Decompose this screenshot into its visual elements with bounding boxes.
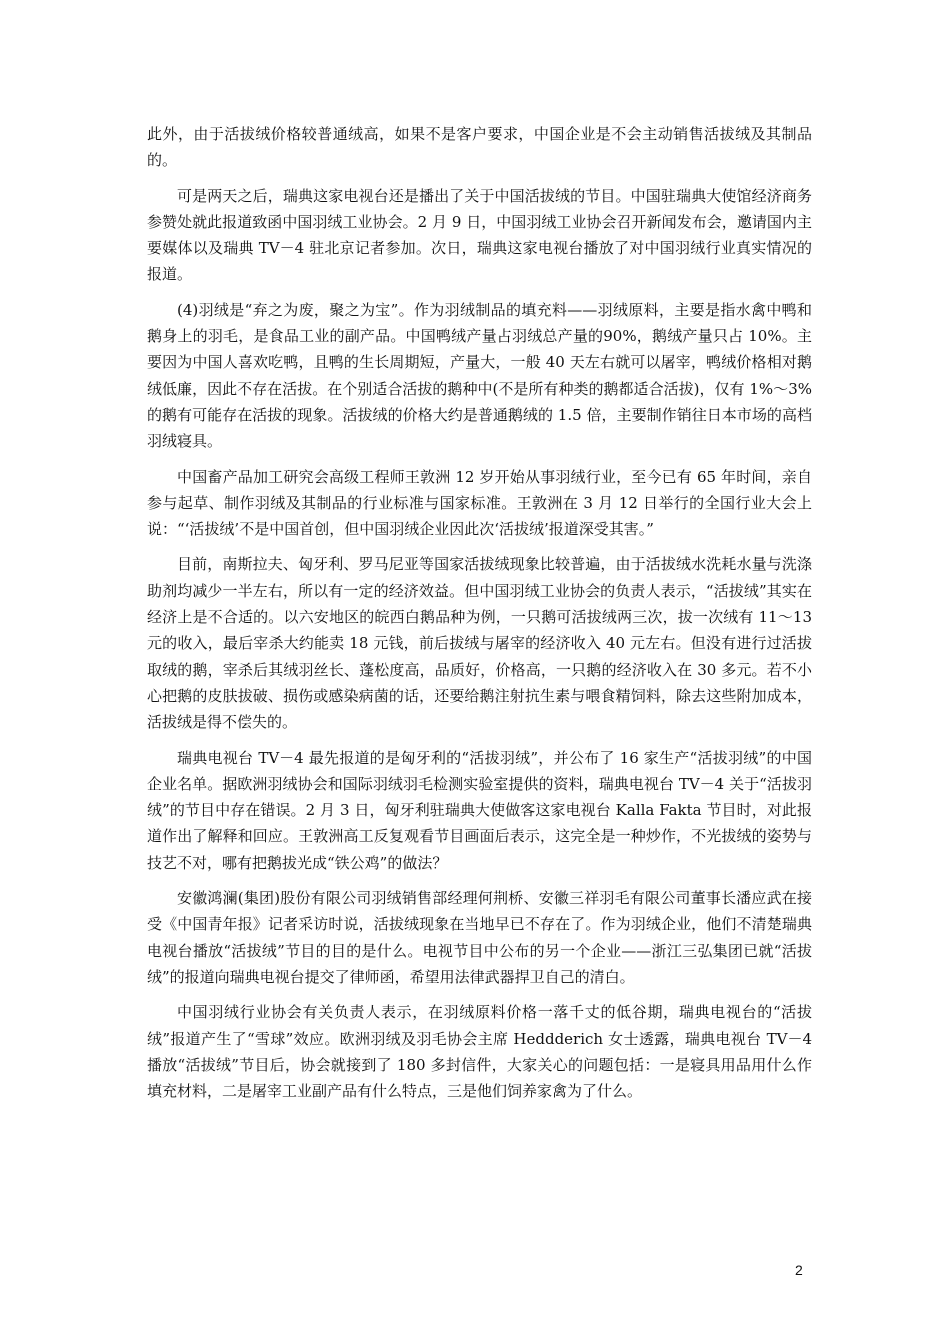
paragraph-7: 安徽鸿澜(集团)股份有限公司羽绒销售部经理何荆桥、安徽三祥羽毛有限公司董事长潘应武在接受《中国青年报》记者采访时说，活拔绒现象在当地早已不存在了。作为羽绒企业，他们不清楚瑞典电视台播放“活拔绒”节目的目的是什么。电视节目中公布的另一个企业——浙江三弘集团已就“活拔绒”的报道向瑞典电视台提交了律师函，希望用法律武器捍卫自己的清白。: [147, 889, 812, 986]
paragraph-6: 瑞典电视台 TV－4 最先报道的是匈牙利的“活拔羽绒”，并公布了 16 家生产“活拔羽绒”的中国企业名单。据欧洲羽绒协会和国际羽绒羽毛检测实验室提供的资料，瑞典电视台 TV－4 关于“活拔羽绒”的节目中存在错误。2 月 3 日，匈牙利驻瑞典大使做客这家电视台 Kalla Fakta 节目时，对此报道作出了解释和回应。王敦洲高工反复观看节目画面后表示，这完全是一种炒作，不光拔绒的姿势与技艺不对，哪有把鹅拔光成“铁公鸡”的做法？: [147, 748, 812, 872]
paragraph-2: 可是两天之后，瑞典这家电视台还是播出了关于中国活拔绒的节目。中国驻瑞典大使馆经济商务参赞处就此报道致函中国羽绒工业协会。2 月 9 日，中国羽绒工业协会召开新闻发布会，邀请国内主要媒体以及瑞典 TV－4 驻北京记者参加。次日，瑞典这家电视台播放了对中国羽绒行业真实情况的报道。: [147, 186, 812, 284]
paragraph-8: 中国羽绒行业协会有关负责人表示，在羽绒原料价格一落千丈的低谷期，瑞典电视台的“活拔绒”报道产生了“雪球”效应。欧洲羽绒及羽毛协会主席 Heddderich 女士透露，瑞典电视台 TV－4 播放“活拔绒”节目后，协会就接到了 180 多封信件，大家关心的问题包括：一是寝具用品用什么作填充材料，二是屠宰工业副产品有什么特点，三是他们饲养家禽为了什么。: [147, 1003, 812, 1101]
paragraph-3: (4)羽绒是“弃之为废，聚之为宝”。作为羽绒制品的填充料——羽绒原料，主要是指水禽中鸭和鹅身上的羽毛，是食品工业的副产品。中国鸭绒产量占羽绒总产量的90%，鹅绒产量只占 10%。主要因为中国人喜欢吃鸭，且鸭的生长周期短，产量大，一般 40 天左右就可以屠宰，鸭绒价格相对鹅绒低廉，因此不存在活拔。在个别适合活拔的鹅种中(不是所有种类的鹅都适合活拔)，仅有 1%～3%的鹅有可能存在活拔的现象。活拔绒的价格大约是普通鹅绒的 1.5 倍，主要制作销往日本市场的高档羽绒寝具。: [147, 300, 812, 451]
paragraph-1: 此外，由于活拔绒价格较普通绒高，如果不是客户要求，中国企业是不会主动销售活拔绒及其制品的。: [147, 125, 812, 170]
page-number: 2: [795, 1262, 803, 1278]
paragraph-4: 中国畜产品加工研究会高级工程师王敦洲 12 岁开始从事羽绒行业，至今已有 65 年时间，亲自参与起草、制作羽绒及其制品的行业标准与国家标准。王敦洲在 3 月 12 日举行的全国行业大会上说：“‘活拔绒’不是中国首创，但中国羽绒企业因此次‘活拔绒’报道深受其害。”: [147, 467, 812, 539]
paragraph-5: 目前，南斯拉夫、匈牙利、罗马尼亚等国家活拔绒现象比较普遍，由于活拔绒水洗耗水量与洗涤助剂均减少一半左右，所以有一定的经济效益。但中国羽绒工业协会的负责人表示，“活拔绒”其实在经济上是不合适的。以六安地区的皖西白鹅品种为例，一只鹅可活拔绒两三次，拔一次绒有 11～13 元的收入，最后宰杀大约能卖 18 元钱，前后拔绒与屠宰的经济收入 40 元左右。但没有进行过活拔取绒的鹅，宰杀后其绒羽丝长、蓬松度高，品质好，价格高，一只鹅的经济收入在 30 多元。若不小心把鹅的皮肤拔破、损伤或感染病菌的话，还要给鹅注射抗生素与喂食精饲料，除去这些附加成本，活拔绒是得不偿失的。: [147, 555, 812, 732]
article-body: [147, 121, 812, 1113]
